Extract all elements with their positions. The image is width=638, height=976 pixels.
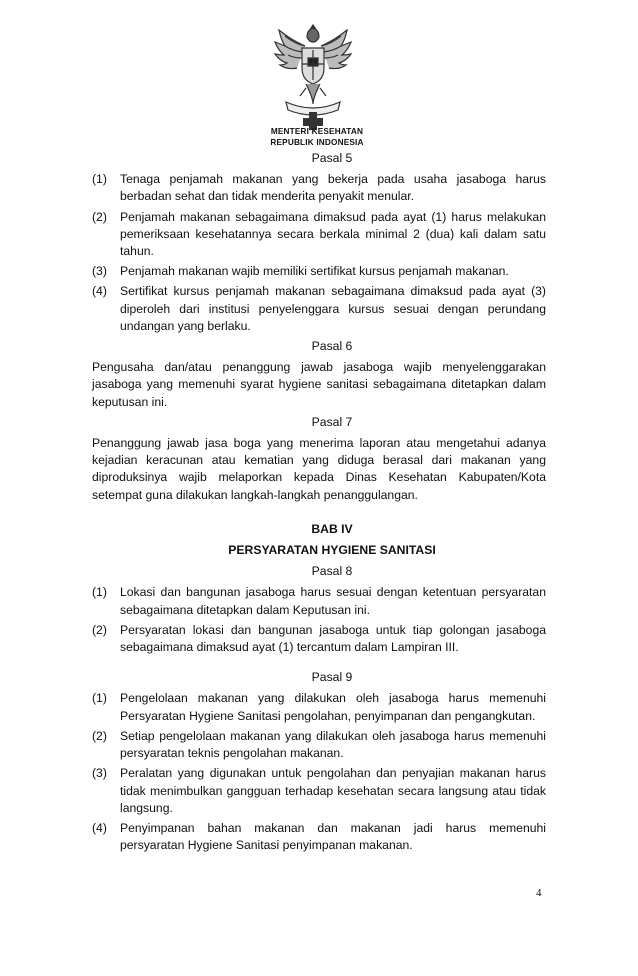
list-item [92,820,546,854]
item-number: (3) [92,766,107,781]
item-number: (2) [92,209,107,224]
item-number: (4) [92,820,107,835]
list-item [92,584,546,618]
item-text: Setiap pengelolaan makanan yang dilakukan oleh jasaboga harus memenuhi persyaratan teknis pengolahan makanan. [120,728,546,761]
document-body [92,150,546,857]
chapter-number: BAB IV [311,521,353,536]
list-item [92,728,546,762]
item-number: (4) [92,284,107,299]
item-number: (2) [92,622,107,637]
list-item [92,283,546,335]
item-text: Pengelolaan makanan yang dilakukan oleh jasaboga harus memenuhi Persyaratan Hygiene Sanitasi pengolahan, penyimpanan dan pengangkutan. [120,691,546,723]
chapter-title: PERSYARATAN HYGIENE SANITASI [228,543,436,558]
item-text: Penjamah makanan sebagaimana dimaksud pada ayat (1) harus melakukan pemeriksaan kesehatannya secara berkala minimal 2 (dua) kali dalam satu tahun. [120,209,546,259]
item-number: (3) [92,264,107,279]
pasal-8-title: Pasal 8 [311,564,353,579]
item-number: (1) [92,585,107,600]
pasal-6-text: Pengusaha dan/atau penanggung jawab jasaboga wajib menyelenggarakan jasaboga yang memenuhi syarat hygiene sanitasi sebagaimana ditetapkan dalam keputusan ini. [92,360,546,409]
item-text: Peralatan yang digunakan untuk pengolahan dan penyajian makanan harus tidak menimbulkan gangguan terhadap kesehatan secara langsung atau tidak langsung. [120,766,546,815]
list-item [92,690,546,724]
list-item [92,765,546,817]
ministry-line-1: MENTERI KESEHATAN [270,127,364,136]
pasal-9-list [92,690,546,854]
item-text: Lokasi dan bangunan jasaboga harus sesuai dengan ketentuan persyaratan sebagaimana ditetapkan dalam Keputusan ini. [120,585,546,617]
list-item [92,622,546,656]
list-item [92,171,546,205]
pasal-5-title: Pasal 5 [311,151,353,165]
item-text: Penjamah makanan wajib memiliki sertifikat kursus penjamah makanan. [120,264,509,279]
item-number: (2) [92,728,107,743]
ministry-heading [262,126,372,148]
item-text: Persyaratan lokasi dan bangunan jasaboga untuk tiap golongan jasaboga sebagaimana dimaksud ayat (1) tercantum dalam Lampiran III. [120,622,546,655]
pasal-7-text: Penanggung jawab jasa boga yang menerima laporan atau mengetahui adanya kejadian keracunan atau kematian yang diduga berasal dari makanan yang diproduksinya wajib melaporkan kepada Dinas Kesehatan Kabupaten/Kota setempat guna dilakukan langkah-langkah penanggulangan. [92,436,546,502]
pasal-9-title: Pasal 9 [311,670,353,685]
item-number: (1) [92,691,107,706]
list-item [92,209,546,261]
pasal-6-title: Pasal 6 [311,339,353,354]
ministry-line-2: REPUBLIK INDONESIA [270,138,364,147]
pasal-7-title: Pasal 7 [311,414,353,429]
item-text: Tenaga penjamah makanan yang bekerja pada usaha jasaboga harus berbadan sehat dan tidak menderita penyakit menular. [120,172,546,204]
page-number: 4 [536,887,542,899]
item-text: Sertifikat kursus penjamah makanan sebagaimana dimaksud pada ayat (3) diperoleh dari institusi penyelenggara kursus sesuai dengan perundang undangan yang berlaku. [120,284,546,333]
item-number: (1) [92,172,107,187]
pasal-5-list [92,171,546,335]
pasal-8-list [92,584,546,656]
garuda-emblem-icon [272,22,354,130]
item-text: Penyimpanan bahan makanan dan makanan jadi harus memenuhi persyaratan Hygiene Sanitasi penyimpanan makanan. [120,820,546,853]
list-item [92,263,546,280]
